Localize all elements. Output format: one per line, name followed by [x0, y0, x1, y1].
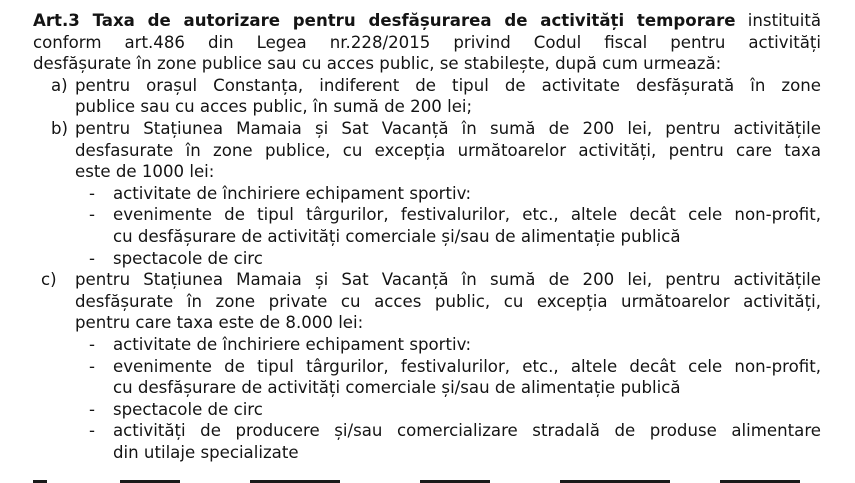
item-line: pentru orașul Constanța, indiferent de tipul de activitate desfășurată în zone	[75, 75, 821, 95]
sub-item-line: activitate de închiriere echipament sportiv:	[113, 183, 472, 203]
sub-item-line: cu desfășurare de activități comerciale și/sau de alimentație publică	[113, 378, 681, 398]
item-line: desfasurate în zone publice, cu excepția următoarelor activități, pentru care taxa	[75, 140, 821, 160]
dash-bullet: -	[89, 183, 95, 203]
dash-bullet: -	[89, 421, 95, 441]
sub-item-line: din utilaje specializate	[113, 442, 299, 462]
sub-item	[33, 420, 821, 463]
dash-bullet: -	[89, 334, 95, 354]
dash-bullet: -	[89, 205, 95, 225]
item-line: publice sau cu acces public, în sumă de 200 lei;	[75, 97, 473, 117]
sub-item	[33, 248, 821, 270]
sub-item-line: cu desfășurare de activități comerciale și/sau de alimentație publică	[113, 226, 681, 246]
sub-item-line: spectacole de circ	[113, 248, 263, 268]
item-line: pentru Stațiunea Mamaia și Sat Vacanță în sumă de 200 lei, pentru activitățile	[75, 270, 821, 290]
sub-item	[33, 183, 821, 205]
article-title: Art.3 Taxa de autorizare pentru desfășurarea de activități temporare	[33, 11, 736, 30]
dash-bullet: -	[89, 248, 95, 268]
list-marker: a)	[51, 75, 68, 95]
sub-item-line: evenimente de tipul târgurilor, festivalurilor, etc., altele decât cele non-profit,	[113, 356, 821, 376]
sub-item-line: activități de producere și/sau comercializare stradală de produse alimentare	[113, 421, 821, 441]
sub-item	[33, 399, 821, 421]
cropped-next-line	[0, 476, 855, 483]
sub-item-line: spectacole de circ	[113, 399, 263, 419]
list-item-c	[33, 269, 821, 334]
list-item-a	[33, 75, 821, 118]
article-intro-start: instituită	[747, 11, 821, 30]
article-intro-line: conform art.486 din Legea nr.228/2015 privind Codul fiscal pentru activități	[33, 32, 821, 52]
list-item-b	[33, 118, 821, 183]
sub-item	[33, 334, 821, 356]
article-intro-line: desfășurate în zone publice sau cu acces public, se stabilește, după cum urmează:	[33, 54, 722, 74]
sub-item	[33, 356, 821, 399]
sub-item-line: activitate de închiriere echipament sportiv:	[113, 334, 472, 354]
list-marker: c)	[41, 270, 57, 290]
sub-item-line: evenimente de tipul târgurilor, festivalurilor, etc., altele decât cele non-profit,	[113, 205, 821, 225]
dash-bullet: -	[89, 399, 95, 419]
item-line: pentru Stațiunea Mamaia și Sat Vacanță în sumă de 200 lei, pentru activitățile	[75, 118, 821, 138]
sub-item	[33, 204, 821, 247]
dash-bullet: -	[89, 356, 95, 376]
item-line: pentru care taxa este de 8.000 lei:	[75, 313, 364, 333]
article-heading-line	[33, 10, 821, 32]
item-line: este de 1000 lei:	[75, 162, 215, 182]
list-marker: b)	[51, 118, 69, 138]
document-page	[33, 10, 821, 463]
item-line: desfășurate în zone private cu acces public, cu excepția următoarelor activități,	[75, 291, 821, 311]
